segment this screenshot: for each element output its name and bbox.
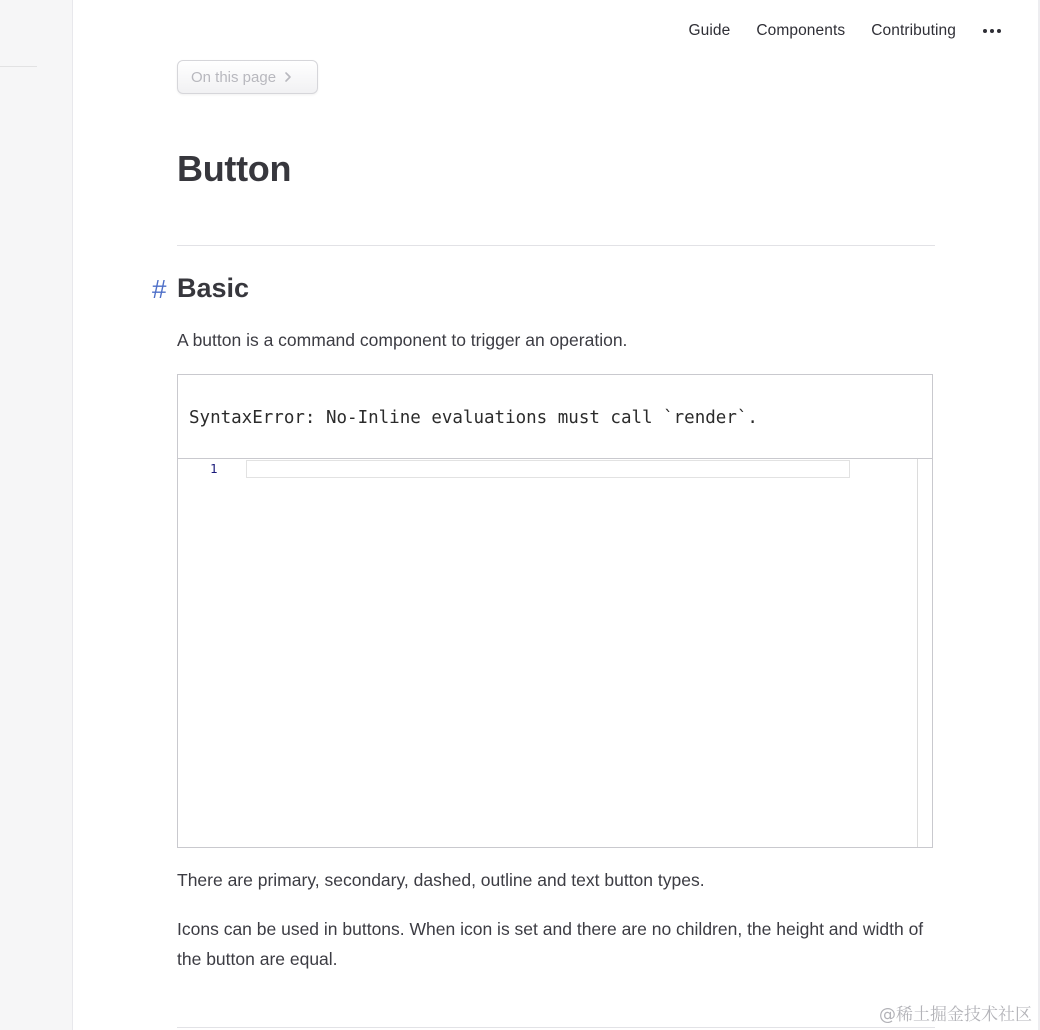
section-description: A button is a command component to trigger an operation. [177, 330, 628, 350]
editor-active-line[interactable] [246, 460, 850, 478]
section-title: Basic [177, 273, 250, 303]
section-anchor-link[interactable]: # [152, 274, 167, 304]
on-this-page-label: On this page [191, 68, 277, 86]
button-types-text: There are primary, secondary, dashed, outline and text button types. [177, 870, 705, 890]
bottom-divider [177, 1027, 935, 1028]
top-nav [662, 18, 1002, 44]
title-divider [177, 245, 935, 246]
nav-link-guide[interactable]: Guide [688, 22, 731, 39]
demo-preview [178, 375, 932, 459]
more-horizontal-icon[interactable] [982, 21, 1002, 41]
on-this-page-button[interactable] [177, 60, 318, 94]
page-title: Button [177, 148, 292, 189]
sidebar-divider [0, 66, 37, 67]
chevron-right-icon [284, 71, 292, 83]
code-editor[interactable] [178, 459, 932, 847]
syntax-error-message: SyntaxError: No-Inline evaluations must call `render`. [189, 407, 758, 428]
nav-link-components[interactable]: Components [756, 22, 846, 39]
nav-link-contributing[interactable]: Contributing [871, 22, 956, 39]
editor-scrollbar[interactable] [917, 459, 918, 847]
line-number: 1 [210, 461, 218, 476]
sidebar [0, 0, 73, 1030]
code-demo [177, 374, 933, 848]
button-icons-text: Icons can be used in buttons. When icon is set and there are no children, the height and width of the button are equal. [177, 919, 924, 969]
watermark: @稀土掘金技术社区 [879, 1005, 1032, 1025]
